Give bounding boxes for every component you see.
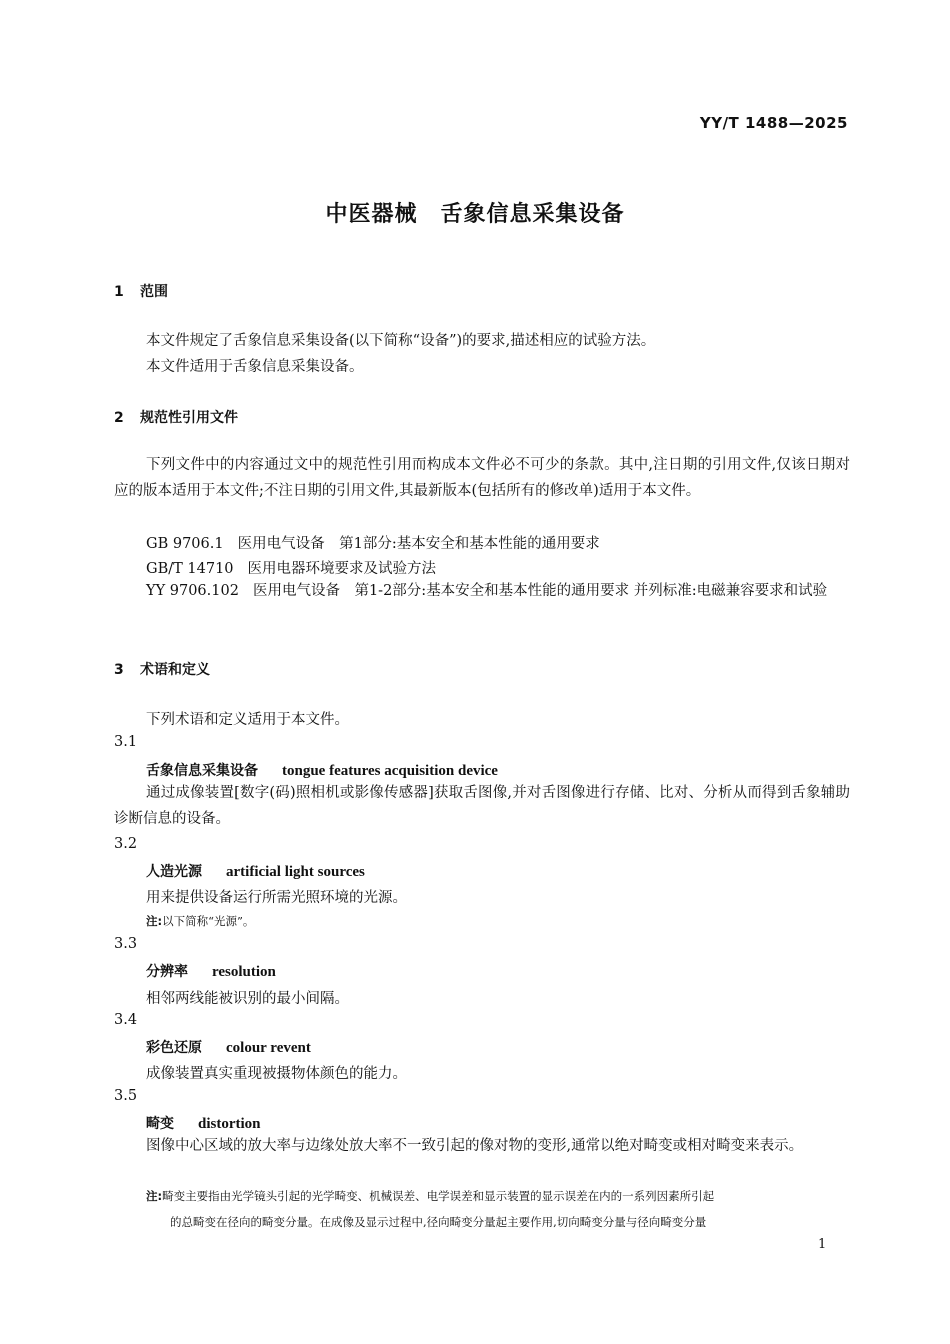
note-text: 畸变主要指由光学镜头引起的光学畸变、机械误差、电学误差和显示装置的显示误差在内的一系列因素所引起 — [162, 1189, 715, 1203]
note-text: 以下简称“光源”。 — [162, 914, 255, 928]
term-definition: 图像中心区域的放大率与边缘处放大率不一致引起的像对物的变形,通常以绝对畸变或相对畸变来表示。 — [146, 1138, 804, 1154]
reference-title: 医用电器环境要求及试验方法 — [247, 561, 437, 577]
term-en: tongue features acquisition device — [282, 763, 498, 779]
term-definition: 通过成像装置[数字(码)照相机或影像传感器]获取舌图像,并对舌图像进行存储、比对、分析从而得到舌象辅助诊断信息的设备。 — [114, 785, 850, 827]
term-en: distortion — [198, 1116, 261, 1132]
term-heading — [146, 1037, 311, 1057]
section-1-paragraph: 本文件适用于舌象信息采集设备。 — [146, 359, 364, 375]
term-number: 3.5 — [114, 1088, 138, 1104]
term-en: resolution — [212, 964, 276, 980]
reference-code: GB/T 14710 — [146, 561, 234, 577]
section-number: 1 — [114, 284, 124, 300]
term-definition: 用来提供设备运行所需光照环境的光源。 — [146, 890, 407, 906]
term-number: 3.4 — [114, 1012, 138, 1028]
reference-title: 医用电气设备 第1-2部分:基本安全和基本性能的通用要求 并列标准:电磁兼容要求和试验 — [252, 583, 828, 599]
reference-title: 医用电气设备 第1部分:基本安全和基本性能的通用要求 — [237, 536, 600, 552]
term-zh: 人造光源 — [146, 864, 202, 880]
term-definition: 相邻两线能被识别的最小间隔。 — [146, 991, 349, 1007]
term-zh: 分辨率 — [146, 964, 188, 980]
term-note — [146, 913, 254, 929]
standard-id: YY/T 1488—2025 — [699, 114, 848, 132]
note-label: 注: — [146, 914, 163, 928]
section-3-heading — [114, 659, 210, 679]
term-number: 3.1 — [114, 734, 138, 750]
term-en: colour revent — [226, 1040, 311, 1056]
term-definition: 成像装置真实重现被摄物体颜色的能力。 — [146, 1066, 407, 1082]
section-title: 范围 — [140, 284, 168, 300]
term-number: 3.3 — [114, 936, 138, 952]
term-zh: 舌象信息采集设备 — [146, 763, 258, 779]
term-zh: 畸变 — [146, 1116, 174, 1132]
note-label: 注: — [146, 1189, 163, 1203]
term-heading — [146, 1113, 261, 1133]
term-heading — [146, 760, 498, 780]
term-en: artificial light sources — [226, 864, 365, 880]
section-title: 术语和定义 — [140, 662, 210, 678]
section-2-heading — [114, 407, 238, 427]
document-title: 中医器械 舌象信息采集设备 — [325, 202, 625, 227]
section-title: 规范性引用文件 — [140, 410, 238, 426]
section-1-heading — [114, 281, 168, 301]
term-heading — [146, 861, 365, 881]
reference-code: GB 9706.1 — [146, 536, 224, 552]
term-zh: 彩色还原 — [146, 1040, 202, 1056]
reference-code: YY 9706.102 — [146, 583, 239, 599]
term-number: 3.2 — [114, 836, 138, 852]
reference-item — [146, 557, 436, 578]
term-heading — [146, 961, 276, 981]
note-text-continued: 的总畸变在径向的畸变分量。在成像及显示过程中,径向畸变分量起主要作用,切向畸变分量与径向畸变分量 — [170, 1215, 707, 1229]
section-1-paragraph: 本文件规定了舌象信息采集设备(以下简称“设备”)的要求,描述相应的试验方法。 — [146, 333, 656, 349]
reference-item — [114, 578, 850, 604]
section-2-intro: 下列文件中的内容通过文中的规范性引用而构成本文件必不可少的条款。其中,注日期的引用文件,仅该日期对应的版本适用于本文件;不注日期的引用文件,其最新版本(包括所有的修改单)适用于本文件。 — [114, 457, 850, 499]
section-number: 2 — [114, 410, 124, 426]
reference-item — [146, 532, 600, 553]
section-3-intro: 下列术语和定义适用于本文件。 — [146, 712, 349, 728]
term-note — [146, 1183, 850, 1235]
section-number: 3 — [114, 662, 124, 678]
page-number: 1 — [818, 1237, 827, 1252]
